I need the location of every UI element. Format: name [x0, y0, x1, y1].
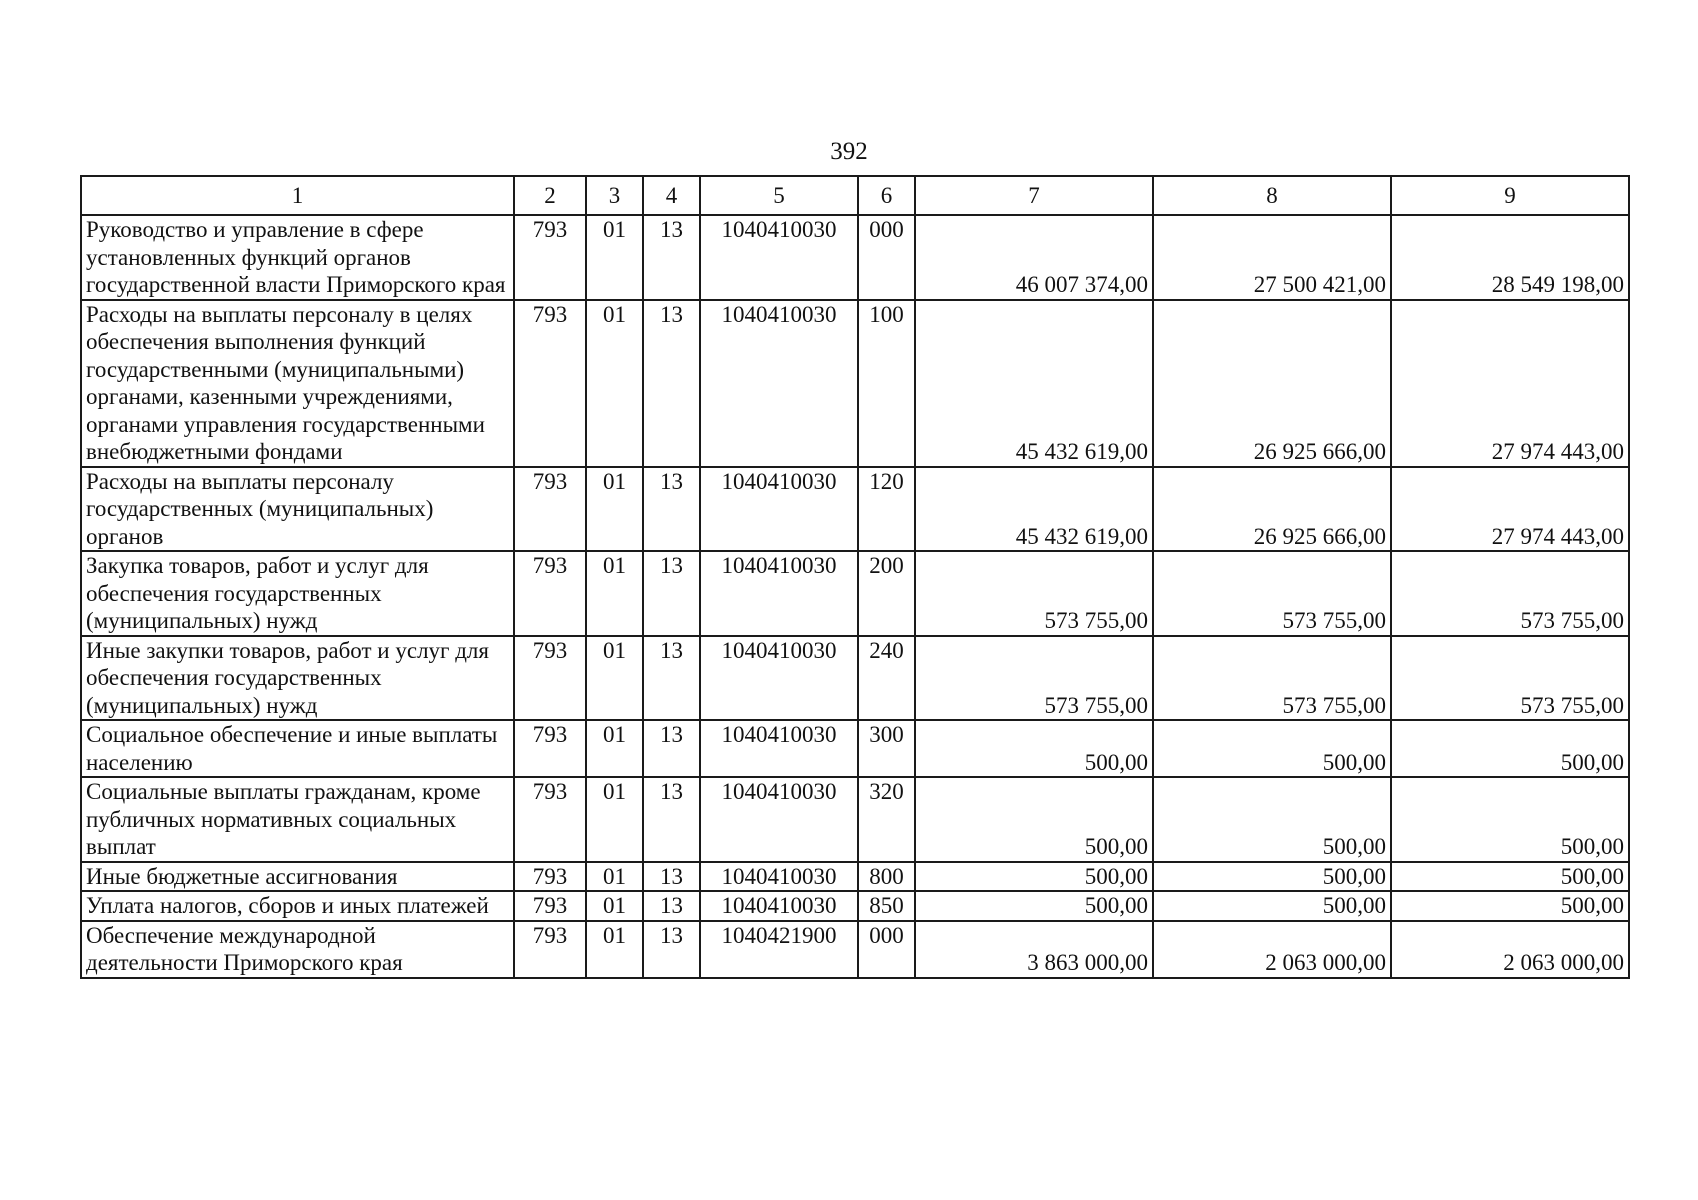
ministry-code: 793: [514, 215, 586, 300]
target-article-code: 1040421900: [700, 921, 858, 978]
amount-col-8: 500,00: [1153, 777, 1391, 862]
column-header-1: 1: [81, 176, 514, 215]
section-code: 01: [586, 467, 643, 552]
table-row: [81, 215, 1629, 300]
expense-type-code: 300: [858, 720, 915, 777]
amount-col-9: 27 974 443,00: [1391, 467, 1629, 552]
amount-col-8: 26 925 666,00: [1153, 467, 1391, 552]
amount-col-8: 573 755,00: [1153, 636, 1391, 721]
amount-col-7: 500,00: [915, 891, 1153, 921]
amount-col-7: 500,00: [915, 862, 1153, 892]
amount-col-7: 573 755,00: [915, 551, 1153, 636]
target-article-code: 1040410030: [700, 720, 858, 777]
ministry-code: 793: [514, 891, 586, 921]
target-article-code: 1040410030: [700, 215, 858, 300]
column-header-7: 7: [915, 176, 1153, 215]
amount-col-7: 45 432 619,00: [915, 300, 1153, 467]
amount-col-8: 2 063 000,00: [1153, 921, 1391, 978]
ministry-code: 793: [514, 636, 586, 721]
row-name: Социальные выплаты гражданам, кроме публичных нормативных социальных выплат: [81, 777, 514, 862]
column-header-4: 4: [643, 176, 700, 215]
section-code: 01: [586, 551, 643, 636]
amount-col-7: 46 007 374,00: [915, 215, 1153, 300]
amount-col-7: 573 755,00: [915, 636, 1153, 721]
row-name: Расходы на выплаты персоналу в целях обеспечения выполнения функций государственными (муниципальными) органами, казенными учреждениями, органами управления государственными внебюджетными фондами: [81, 300, 514, 467]
section-code: 01: [586, 636, 643, 721]
subsection-code: 13: [643, 551, 700, 636]
subsection-code: 13: [643, 891, 700, 921]
subsection-code: 13: [643, 467, 700, 552]
column-number-header-row: [81, 176, 1629, 215]
amount-col-9: 500,00: [1391, 862, 1629, 892]
subsection-code: 13: [643, 720, 700, 777]
table-row: [81, 300, 1629, 467]
amount-col-8: 500,00: [1153, 891, 1391, 921]
section-code: 01: [586, 891, 643, 921]
target-article-code: 1040410030: [700, 777, 858, 862]
subsection-code: 13: [643, 636, 700, 721]
amount-col-9: 500,00: [1391, 777, 1629, 862]
amount-col-8: 26 925 666,00: [1153, 300, 1391, 467]
section-code: 01: [586, 921, 643, 978]
ministry-code: 793: [514, 551, 586, 636]
expense-type-code: 200: [858, 551, 915, 636]
expense-type-code: 240: [858, 636, 915, 721]
table-row: [81, 921, 1629, 978]
row-name: Руководство и управление в сфере установленных функций органов государственной власти Приморского края: [81, 215, 514, 300]
subsection-code: 13: [643, 921, 700, 978]
section-code: 01: [586, 777, 643, 862]
amount-col-8: 573 755,00: [1153, 551, 1391, 636]
amount-col-9: 573 755,00: [1391, 551, 1629, 636]
table-row: [81, 891, 1629, 921]
ministry-code: 793: [514, 300, 586, 467]
ministry-code: 793: [514, 862, 586, 892]
subsection-code: 13: [643, 777, 700, 862]
ministry-code: 793: [514, 777, 586, 862]
table-row: [81, 467, 1629, 552]
section-code: 01: [586, 720, 643, 777]
target-article-code: 1040410030: [700, 891, 858, 921]
section-code: 01: [586, 862, 643, 892]
amount-col-8: 500,00: [1153, 862, 1391, 892]
amount-col-7: 3 863 000,00: [915, 921, 1153, 978]
column-header-5: 5: [700, 176, 858, 215]
subsection-code: 13: [643, 300, 700, 467]
ministry-code: 793: [514, 921, 586, 978]
page-number: 392: [830, 138, 868, 165]
column-header-3: 3: [586, 176, 643, 215]
section-code: 01: [586, 215, 643, 300]
expense-type-code: 000: [858, 215, 915, 300]
row-name: Иные бюджетные ассигнования: [81, 862, 514, 892]
amount-col-7: 500,00: [915, 720, 1153, 777]
table-row: [81, 777, 1629, 862]
target-article-code: 1040410030: [700, 300, 858, 467]
amount-col-9: 2 063 000,00: [1391, 921, 1629, 978]
amount-col-9: 500,00: [1391, 720, 1629, 777]
amount-col-7: 45 432 619,00: [915, 467, 1153, 552]
amount-col-8: 500,00: [1153, 720, 1391, 777]
amount-col-9: 573 755,00: [1391, 636, 1629, 721]
subsection-code: 13: [643, 862, 700, 892]
target-article-code: 1040410030: [700, 551, 858, 636]
amount-col-9: 28 549 198,00: [1391, 215, 1629, 300]
column-header-6: 6: [858, 176, 915, 215]
row-name: Обеспечение международной деятельности Приморского края: [81, 921, 514, 978]
table-row: [81, 862, 1629, 892]
table-row: [81, 551, 1629, 636]
subsection-code: 13: [643, 215, 700, 300]
expense-type-code: 850: [858, 891, 915, 921]
amount-col-9: 500,00: [1391, 891, 1629, 921]
expense-type-code: 800: [858, 862, 915, 892]
ministry-code: 793: [514, 467, 586, 552]
expense-type-code: 120: [858, 467, 915, 552]
target-article-code: 1040410030: [700, 467, 858, 552]
column-header-2: 2: [514, 176, 586, 215]
expense-type-code: 320: [858, 777, 915, 862]
expense-type-code: 100: [858, 300, 915, 467]
column-header-9: 9: [1391, 176, 1629, 215]
budget-table: [80, 175, 1630, 979]
row-name: Закупка товаров, работ и услуг для обеспечения государственных (муниципальных) нужд: [81, 551, 514, 636]
row-name: Социальное обеспечение и иные выплаты населению: [81, 720, 514, 777]
amount-col-9: 27 974 443,00: [1391, 300, 1629, 467]
section-code: 01: [586, 300, 643, 467]
expense-type-code: 000: [858, 921, 915, 978]
amount-col-8: 27 500 421,00: [1153, 215, 1391, 300]
table-row: [81, 720, 1629, 777]
row-name: Иные закупки товаров, работ и услуг для обеспечения государственных (муниципальных) нужд: [81, 636, 514, 721]
row-name: Расходы на выплаты персоналу государственных (муниципальных) органов: [81, 467, 514, 552]
target-article-code: 1040410030: [700, 636, 858, 721]
row-name: Уплата налогов, сборов и иных платежей: [81, 891, 514, 921]
ministry-code: 793: [514, 720, 586, 777]
target-article-code: 1040410030: [700, 862, 858, 892]
amount-col-7: 500,00: [915, 777, 1153, 862]
column-header-8: 8: [1153, 176, 1391, 215]
table-row: [81, 636, 1629, 721]
